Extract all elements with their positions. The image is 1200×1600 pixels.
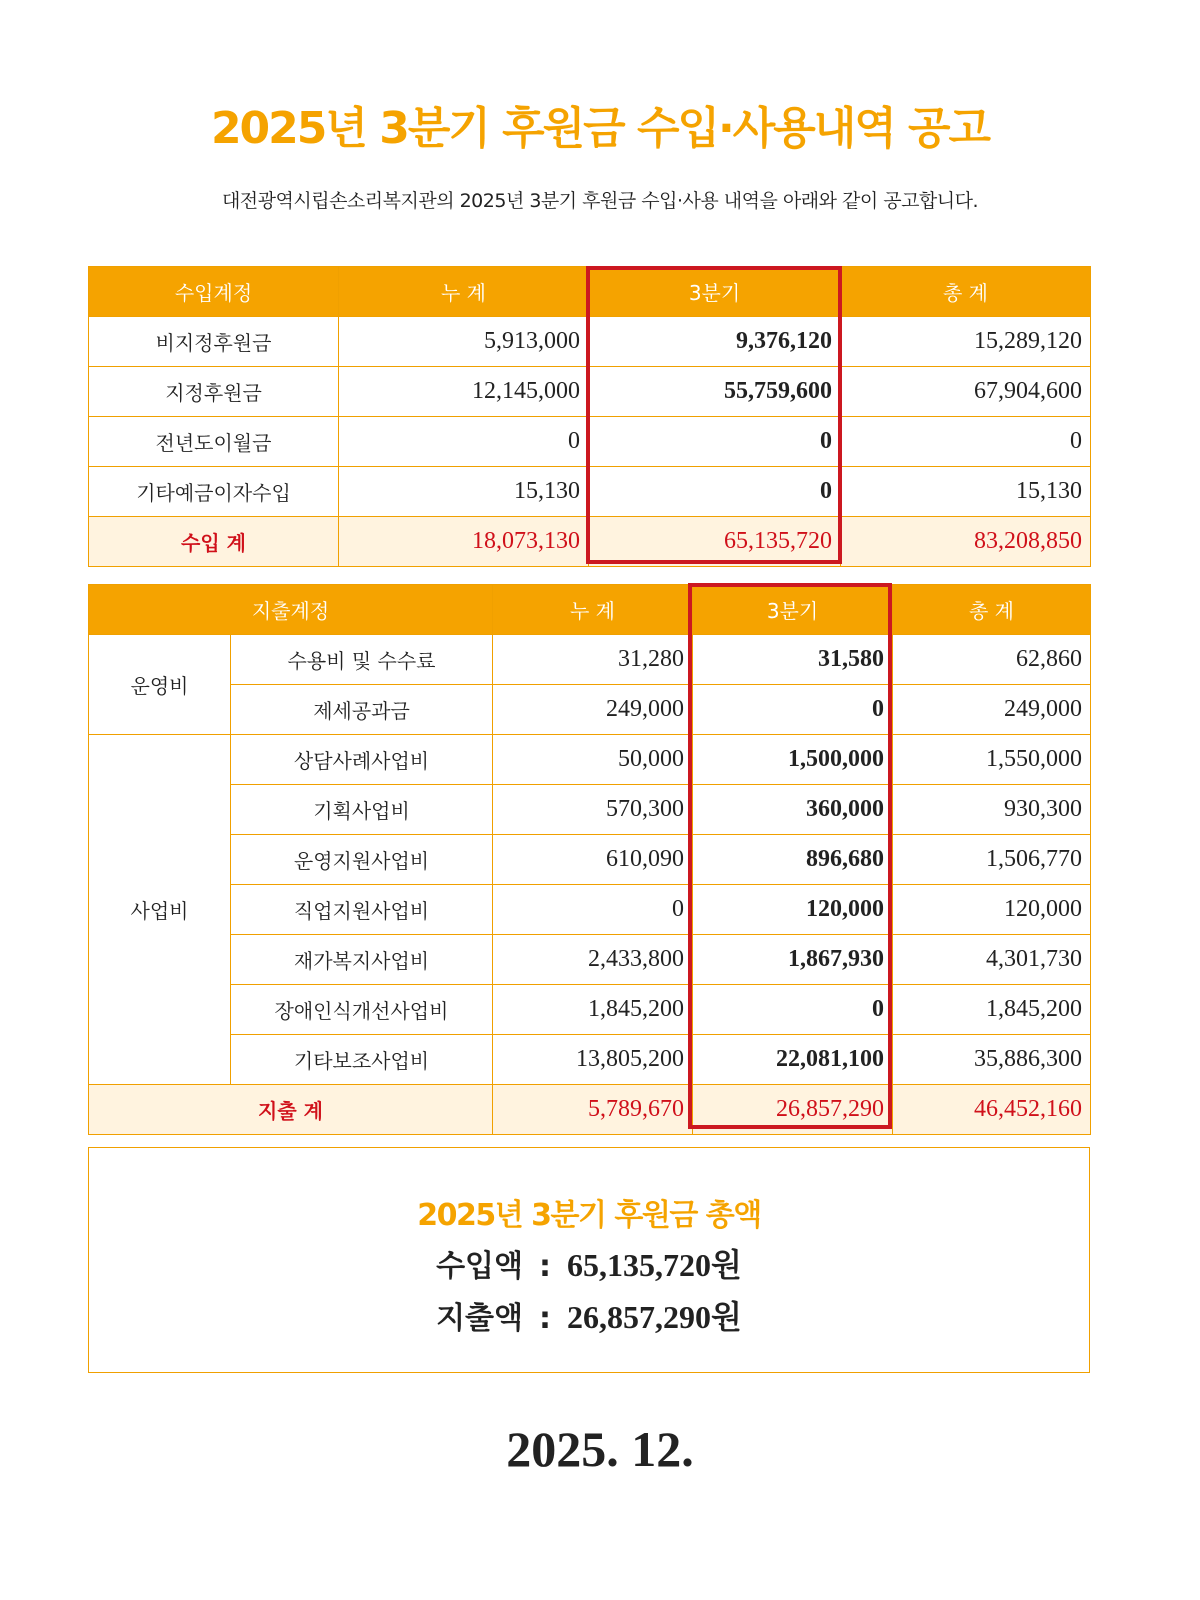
income-row-q3: 55,759,600 [589,367,841,417]
expense-row-total: 62,860 [893,635,1091,685]
expense-row-cumulative: 31,280 [493,635,693,685]
expense-row-cumulative: 13,805,200 [493,1035,693,1085]
table-row [89,835,1091,885]
expense-row-q3: 1,867,930 [693,935,893,985]
expense-row-cumulative: 1,845,200 [493,985,693,1035]
summary-income-line [89,1240,1089,1286]
income-row-q3: 0 [589,467,841,517]
expense-row-cumulative: 249,000 [493,685,693,735]
expense-row-cumulative: 570,300 [493,785,693,835]
expense-header-cumulative: 누 계 [493,585,693,635]
expense-row-total: 1,506,770 [893,835,1091,885]
table-row [89,467,1091,517]
expense-row-q3: 22,081,100 [693,1035,893,1085]
income-total-total: 83,208,850 [841,517,1091,567]
table-row [89,317,1091,367]
income-row-total: 0 [841,417,1091,467]
summary-income-separator: : [539,1249,552,1284]
table-row [89,417,1091,467]
expense-group-label: 운영비 [89,635,231,735]
income-row-total: 67,904,600 [841,367,1091,417]
expense-row-q3: 1,500,000 [693,735,893,785]
summary-expense-label: 지출액 [436,1301,524,1336]
expense-row-cumulative: 0 [493,885,693,935]
table-row [89,367,1091,417]
income-header-q3: 3분기 [589,267,841,317]
income-row-cumulative: 5,913,000 [339,317,589,367]
expense-row-label: 운영지원사업비 [231,835,493,885]
table-row [89,735,1091,785]
expense-row-label: 상담사례사업비 [231,735,493,785]
table-row [89,885,1091,935]
expense-row-cumulative: 610,090 [493,835,693,885]
summary-box [88,1147,1090,1373]
expense-row-label: 장애인식개선사업비 [231,985,493,1035]
expense-row-total: 249,000 [893,685,1091,735]
expense-total-q3: 26,857,290 [693,1085,893,1135]
income-total-row [89,517,1091,567]
expense-row-q3: 0 [693,685,893,735]
expense-row-q3: 31,580 [693,635,893,685]
expense-row-cumulative: 50,000 [493,735,693,785]
income-row-cumulative: 0 [339,417,589,467]
income-row-label: 비지정후원금 [89,317,339,367]
income-table [88,266,1091,567]
page-subtitle: 대전광역시립손소리복지관의 2025년 3분기 후원금 수입·사용 내역을 아래와 같이 공고합니다. [221,190,979,212]
income-row-label: 전년도이월금 [89,417,339,467]
expense-row-label: 재가복지사업비 [231,935,493,985]
expense-header-q3: 3분기 [693,585,893,635]
page-title: 2025년 3분기 후원금 수입·사용내역 공고 [210,103,990,154]
income-row-q3: 0 [589,417,841,467]
publish-date: 2025. 12. [506,1421,694,1477]
income-header-total: 총 계 [841,267,1091,317]
expense-row-total: 35,886,300 [893,1035,1091,1085]
income-header-cumulative: 누 계 [339,267,589,317]
table-row [89,935,1091,985]
expense-row-label: 직업지원사업비 [231,885,493,935]
income-row-cumulative: 15,130 [339,467,589,517]
expense-row-label: 수용비 및 수수료 [231,635,493,685]
expense-row-total: 4,301,730 [893,935,1091,985]
expense-header-row [89,585,1091,635]
expense-total-cumulative: 5,789,670 [493,1085,693,1135]
expense-row-total: 1,550,000 [893,735,1091,785]
income-row-q3: 9,376,120 [589,317,841,367]
expense-row-label: 기타보조사업비 [231,1035,493,1085]
table-row [89,1035,1091,1085]
expense-total-row [89,1085,1091,1135]
income-header-row [89,267,1091,317]
table-row [89,635,1091,685]
expense-row-cumulative: 2,433,800 [493,935,693,985]
expense-row-total: 120,000 [893,885,1091,935]
income-total-label: 수입 계 [89,517,339,567]
expense-row-q3: 360,000 [693,785,893,835]
expense-header-total: 총 계 [893,585,1091,635]
summary-expense-value: 26,857,290원 [567,1299,742,1335]
expense-row-q3: 896,680 [693,835,893,885]
table-row [89,785,1091,835]
income-header-account: 수입계정 [89,267,339,317]
income-row-label: 기타예금이자수입 [89,467,339,517]
expense-table [88,584,1091,1135]
expense-header-account: 지출계정 [89,585,493,635]
income-total-cumulative: 18,073,130 [339,517,589,567]
summary-income-value: 65,135,720원 [567,1247,742,1283]
summary-income-label: 수입액 [436,1249,524,1284]
expense-row-label: 기획사업비 [231,785,493,835]
summary-title: 2025년 3분기 후원금 총액 [417,1198,761,1233]
income-row-total: 15,130 [841,467,1091,517]
table-row [89,685,1091,735]
expense-row-total: 1,845,200 [893,985,1091,1035]
table-row [89,985,1091,1035]
income-row-cumulative: 12,145,000 [339,367,589,417]
expense-row-label: 제세공과금 [231,685,493,735]
income-total-q3: 65,135,720 [589,517,841,567]
summary-expense-separator: : [539,1301,552,1336]
expense-row-q3: 120,000 [693,885,893,935]
income-row-total: 15,289,120 [841,317,1091,367]
income-row-label: 지정후원금 [89,367,339,417]
expense-total-total: 46,452,160 [893,1085,1091,1135]
expense-row-q3: 0 [693,985,893,1035]
expense-row-total: 930,300 [893,785,1091,835]
expense-group-label: 사업비 [89,735,231,1085]
expense-total-label: 지출 계 [89,1085,493,1135]
summary-expense-line [89,1292,1089,1338]
